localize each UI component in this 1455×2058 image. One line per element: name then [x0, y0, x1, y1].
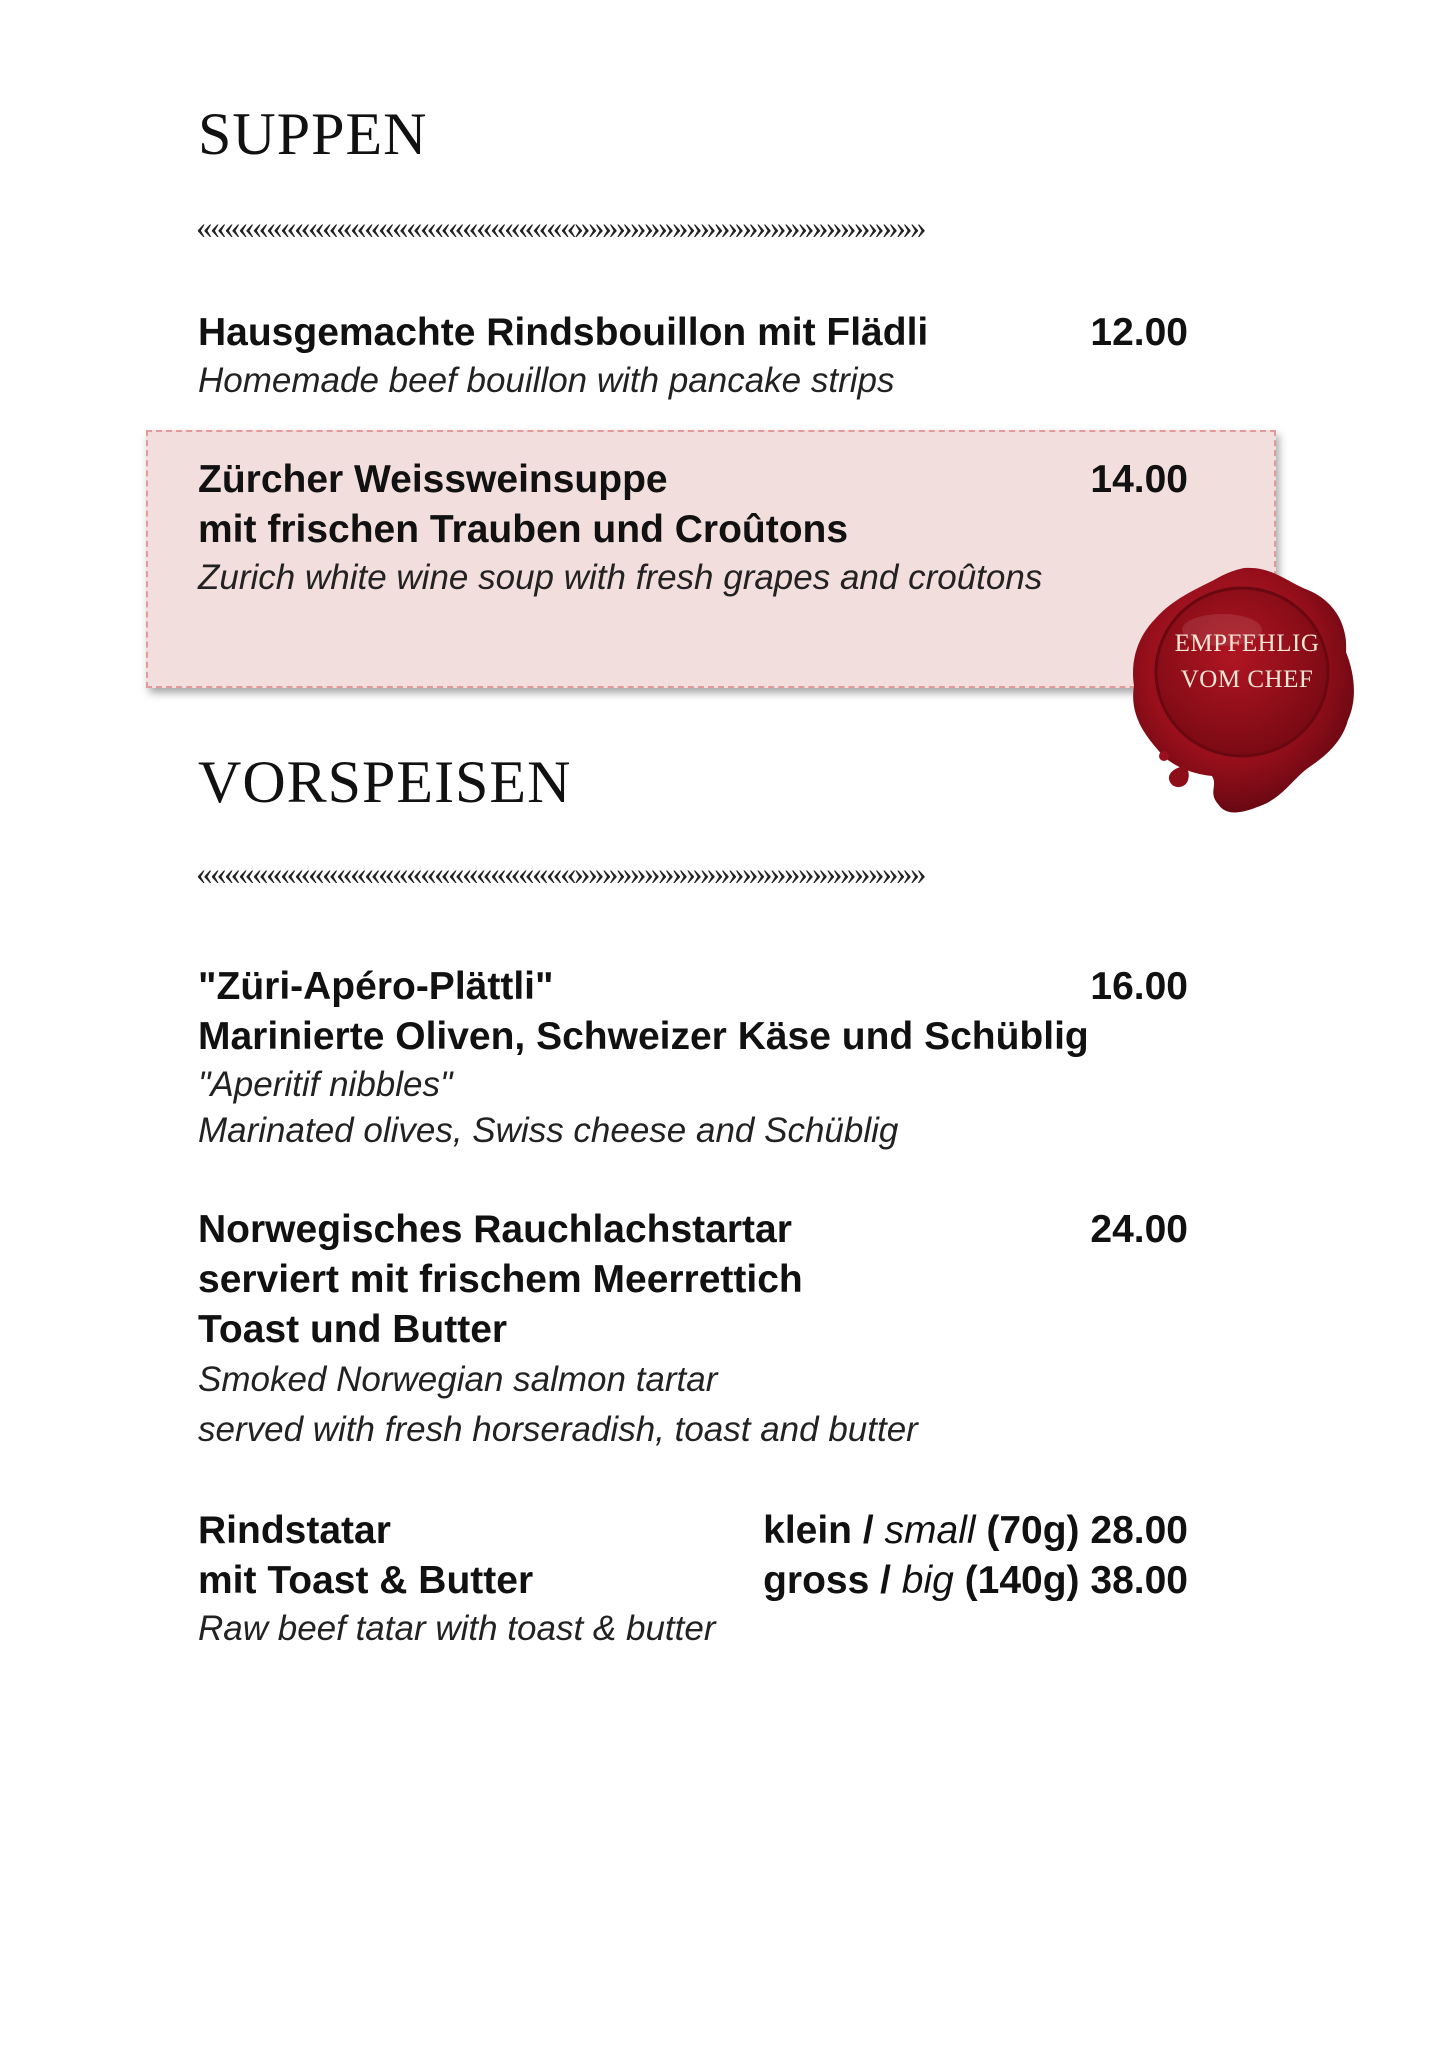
size-label-en: big: [901, 1559, 954, 1602]
item-name: "Züri-Apéro-Plättli": [198, 965, 554, 1008]
item-description: Homemade beef bouillon with pancake strips: [198, 361, 895, 400]
item-name: Zürcher Weissweinsuppe: [198, 458, 668, 501]
seal-droplet: [1159, 751, 1169, 761]
item-name: Hausgemachte Rindsbouillon mit Flädli: [198, 311, 929, 354]
menu-item-weissweinsuppe: [198, 455, 1188, 601]
seal-label: [1142, 626, 1352, 698]
item-price: 24.00: [1090, 1208, 1188, 1251]
size-price: 28.00: [1090, 1509, 1188, 1552]
item-description: Smoked Norwegian salmon tartar: [198, 1360, 718, 1399]
item-name: Norwegisches Rauchlachstartar: [198, 1208, 792, 1251]
item-price: 12.00: [1090, 311, 1188, 354]
size-label-de: gross: [763, 1559, 870, 1602]
section-title-vorspeisen: VORSPEISEN: [198, 749, 572, 815]
item-description: Zurich white wine soup with fresh grapes and croûtons: [198, 558, 1043, 597]
section-title-suppen: SUPPEN: [198, 101, 428, 167]
item-description: "Aperitif nibbles": [198, 1065, 453, 1104]
size-price-big: [763, 1556, 1188, 1606]
item-name-line-2: mit frischen Trauben und Croûtons: [198, 508, 849, 551]
menu-item-rindsbouillon: [198, 308, 1188, 404]
section-divider-vorspeisen: «««««««««««««««««««««««««««»»»»»»»»»»»»»»»»»»»»»»»»»: [196, 858, 924, 891]
item-name-line-2: mit Toast & Butter: [198, 1559, 534, 1602]
size-weight: (70g): [975, 1509, 1091, 1552]
seal-label-line-2: VOM CHEF: [1180, 666, 1314, 693]
item-name: Rindstatar: [198, 1509, 391, 1552]
item-description-line-2: Marinated olives, Swiss cheese and Schüblig: [198, 1111, 899, 1150]
size-weight: (140g): [953, 1559, 1091, 1602]
seal-label-line-1: EMPFEHLIG: [1174, 630, 1320, 657]
size-separator: /: [869, 1559, 902, 1602]
seal-drip: [1169, 766, 1189, 787]
size-price-small: [763, 1506, 1188, 1556]
size-label-de: klein: [763, 1509, 852, 1552]
item-name-line-2: serviert mit frischem Meerrettich: [198, 1258, 803, 1301]
item-description-line-2: served with fresh horseradish, toast and butter: [198, 1410, 918, 1449]
item-name-line-2: Marinierte Oliven, Schweizer Käse und Schüblig: [198, 1015, 1089, 1058]
item-price: 16.00: [1090, 965, 1188, 1008]
chef-recommendation-seal: [1122, 560, 1362, 822]
menu-item-rindstatar: [198, 1506, 1188, 1652]
menu-item-rauchlachstartar: [198, 1205, 1188, 1455]
section-divider-suppen: «««««««««««««««««««««««««««»»»»»»»»»»»»»»»»»»»»»»»»»: [196, 212, 924, 245]
menu-item-apero-plattli: [198, 962, 1188, 1154]
size-price: 38.00: [1090, 1559, 1188, 1602]
item-description: Raw beef tatar with toast & butter: [198, 1609, 716, 1648]
size-separator: /: [852, 1509, 885, 1552]
item-name-line-3: Toast und Butter: [198, 1308, 508, 1351]
item-price: 14.00: [1090, 458, 1188, 501]
size-label-en: small: [884, 1509, 976, 1552]
